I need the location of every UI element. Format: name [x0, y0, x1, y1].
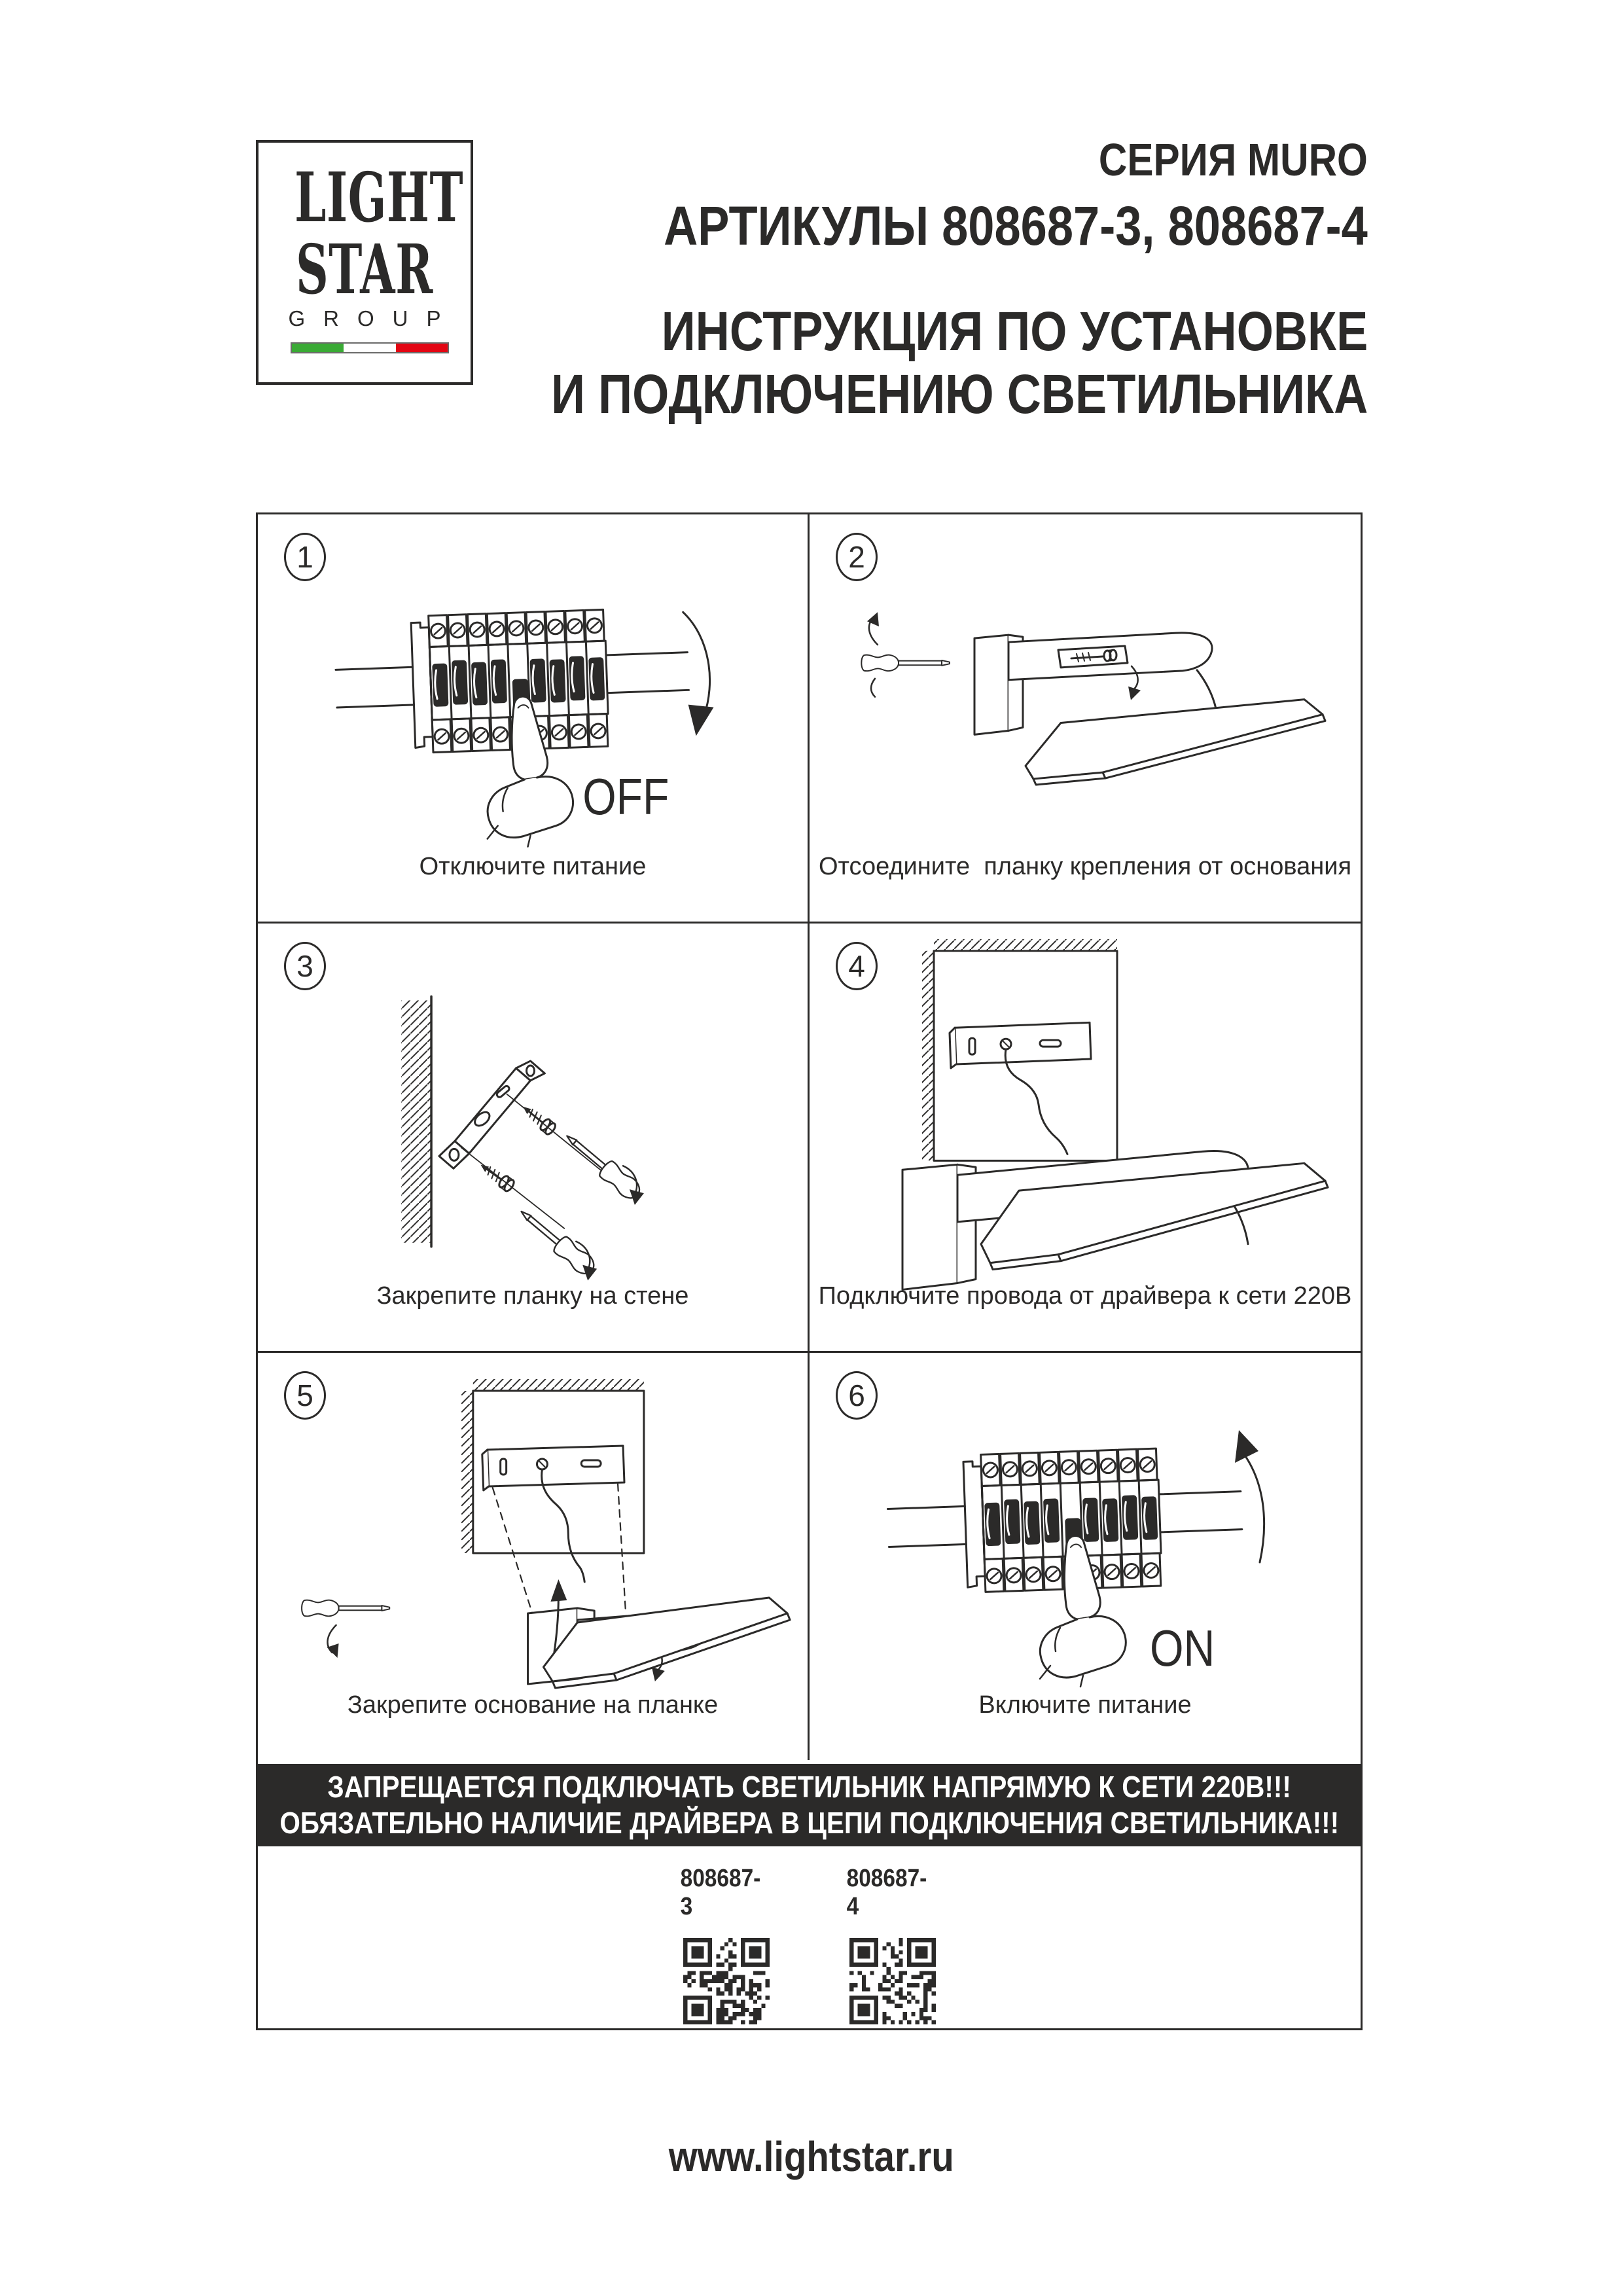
- instruction-title-line1: ИНСТРУКЦИЯ ПО УСТАНОВКЕ: [661, 300, 1368, 362]
- wall-lamp-illustration: [974, 633, 1325, 785]
- qr-section: [256, 1844, 1363, 2030]
- instruction-title-line2: И ПОДКЛЮЧЕНИЮ СВЕТИЛЬНИКА: [550, 363, 1368, 425]
- article-label: 808687-4: [846, 1865, 927, 1920]
- flag-green-stripe: [292, 344, 344, 352]
- hand-icon: [1040, 1535, 1126, 1687]
- screwdriver-icon: [515, 1204, 598, 1280]
- step-caption: Отключите питание: [419, 853, 647, 880]
- step-number: 2: [848, 540, 865, 574]
- step-number-badge: [284, 533, 326, 581]
- wall-surface: [401, 996, 431, 1246]
- wall-lamp-illustration: [902, 1151, 1328, 1290]
- step-number-badge: [284, 942, 326, 990]
- warning-banner: [256, 1766, 1363, 1844]
- step-1-panel: [258, 514, 810, 924]
- step-caption: Закрепите планку на стене: [376, 1282, 689, 1310]
- qr-item: [674, 1865, 779, 2028]
- step-number-badge: [836, 1371, 878, 1420]
- arrow-up-icon: [1235, 1430, 1264, 1562]
- arrow-down-icon: [683, 612, 714, 736]
- step-number-badge: [836, 533, 878, 581]
- step-caption: Подключите провода от драйвера к сети 220В: [818, 1282, 1352, 1310]
- hand-icon: [488, 696, 573, 846]
- step-3-panel: [258, 924, 810, 1353]
- flag-white-stripe: [344, 344, 395, 352]
- logo-word-light: LIGHT: [294, 157, 464, 238]
- step-number: 3: [296, 949, 313, 983]
- screwdriver-icon: [302, 1600, 389, 1658]
- switch-state-label: ON: [1150, 1619, 1215, 1677]
- switch-state-label: OFF: [582, 768, 669, 826]
- step-6-panel: [810, 1353, 1361, 1760]
- qr-code: [849, 1938, 936, 2024]
- footer: [0, 2132, 1623, 2181]
- warning-line-1: ЗАПРЕЩАЕТСЯ ПОДКЛЮЧАТЬ СВЕТИЛЬНИК НАПРЯМУЮ К СЕТИ 220В!!!: [327, 1770, 1291, 1804]
- step-caption: Закрепите основание на планке: [347, 1691, 719, 1719]
- mounting-bracket-illustration: [482, 1446, 624, 1490]
- warning-line-2: ОБЯЗАТЕЛЬНО НАЛИЧИЕ ДРАЙВЕРА В ЦЕПИ ПОДКЛЮЧЕНИЯ СВЕТИЛЬНИКА!!!: [279, 1806, 1339, 1840]
- screwdriver-icon: [560, 1128, 643, 1205]
- step-caption: Отсоедините планку крепления от основания: [818, 853, 1352, 880]
- qr-item: [840, 1865, 945, 2028]
- step-number: 6: [848, 1378, 865, 1412]
- step-4-panel: [810, 924, 1361, 1353]
- steps-grid: [256, 512, 1363, 1766]
- step-caption: Включите питание: [978, 1691, 1192, 1719]
- qr-code: [683, 1938, 770, 2024]
- step-number: 1: [296, 540, 313, 574]
- footer-url: www.lightstar.ru: [668, 2133, 955, 2180]
- step-number: 4: [848, 949, 865, 983]
- step-2-panel: [810, 514, 1361, 924]
- step-number-badge: [284, 1371, 326, 1420]
- logo-word-group: GROUP: [288, 306, 459, 331]
- step-number-badge: [836, 942, 878, 990]
- articles-line: АРТИКУЛЫ 808687-3, 808687-4: [664, 195, 1368, 257]
- step-5-panel: [258, 1353, 810, 1760]
- step-number: 5: [296, 1378, 313, 1412]
- screwdriver-icon: [861, 612, 950, 696]
- mounting-bracket-illustration: [439, 1061, 544, 1168]
- series-title: СЕРИЯ MURO: [1099, 134, 1368, 185]
- article-label: 808687-3: [680, 1865, 760, 1920]
- lamp-shade: [1026, 700, 1325, 785]
- document-header: [418, 134, 1368, 425]
- logo-word-star: STAR: [296, 229, 433, 310]
